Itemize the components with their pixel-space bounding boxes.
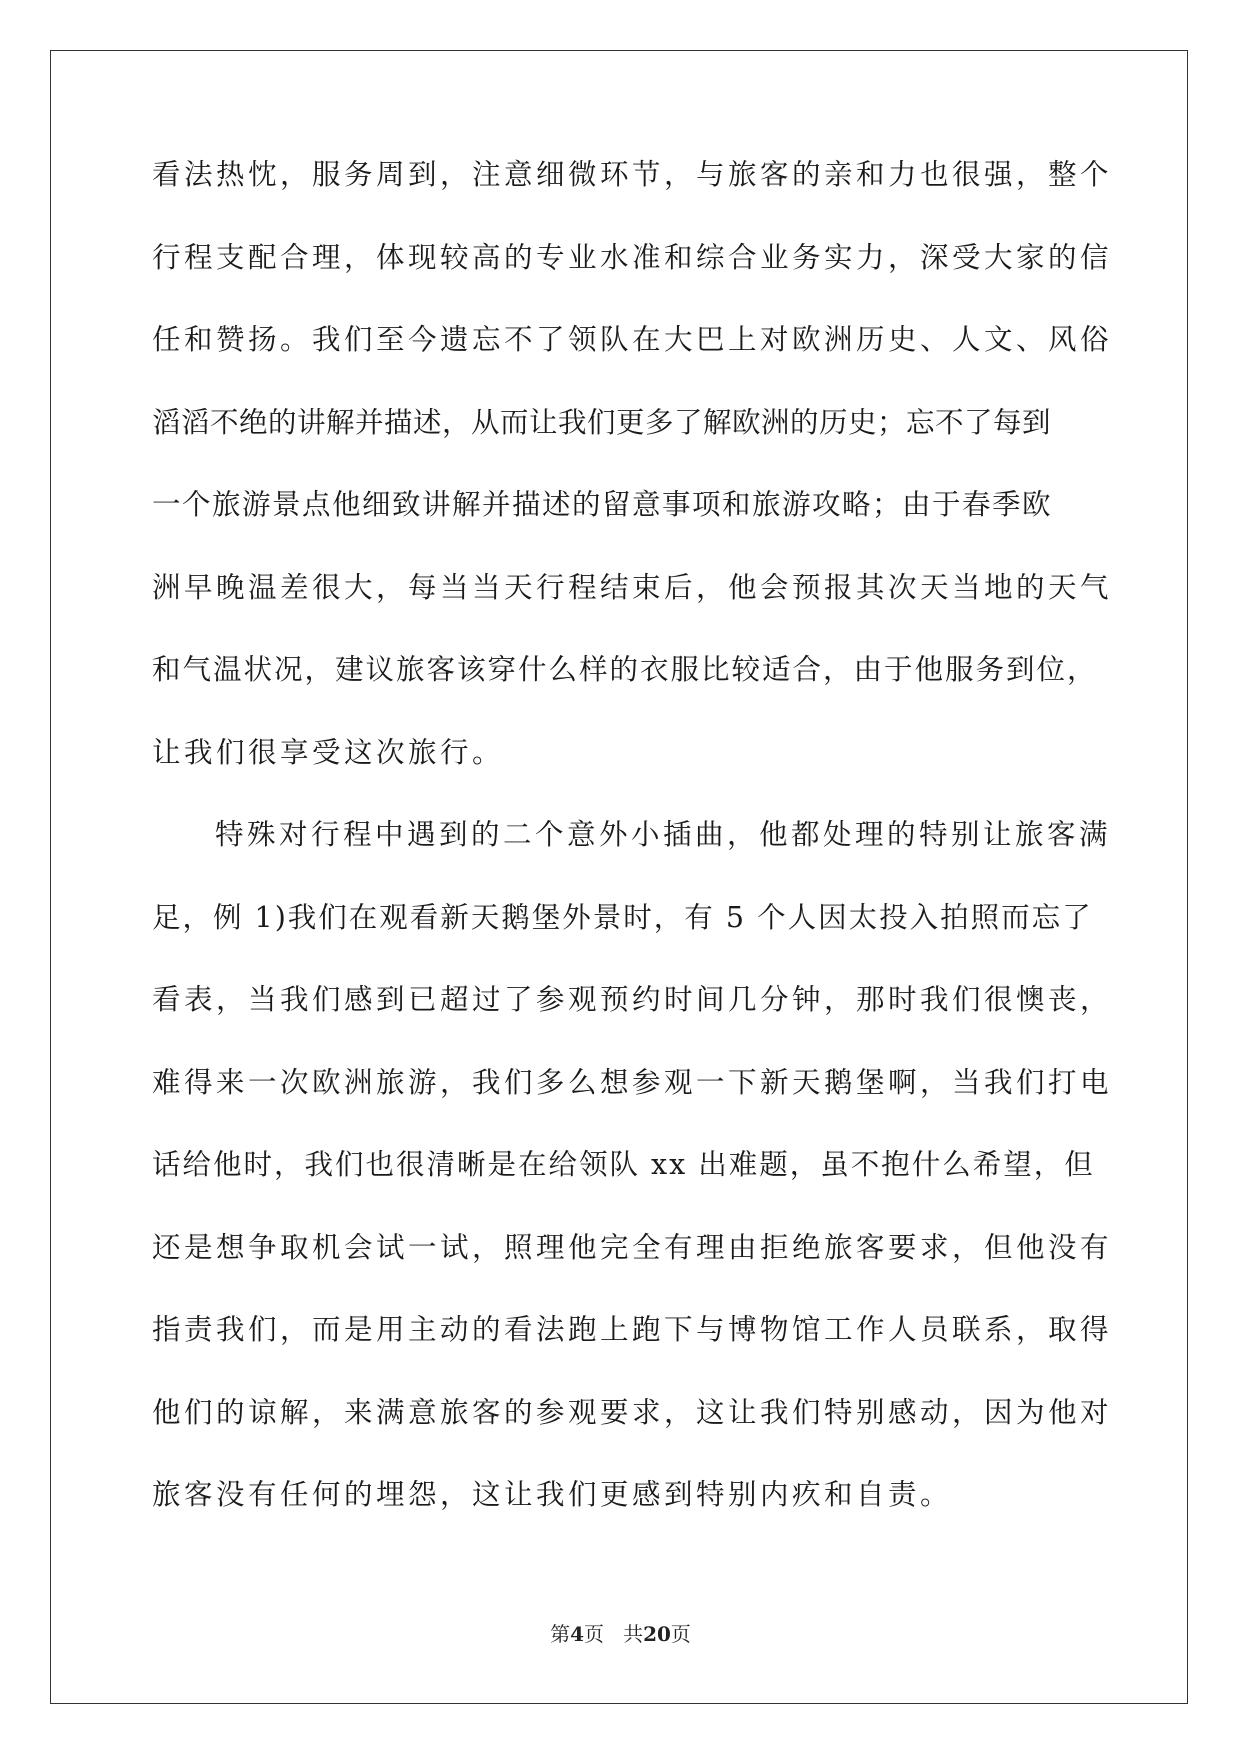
text-line: 还是想争取机会试一试，照理他完全有理由拒绝旅客要求，但他没有 bbox=[152, 1230, 1113, 1264]
text-line: 特殊对行程中遇到的二个意外小插曲，他都处理的特别让旅客满 bbox=[215, 818, 1112, 851]
text-line: 行程支配合理，体现较高的专业水准和综合业务实力，深受大家的信 bbox=[152, 240, 1113, 274]
paragraph-2 bbox=[152, 815, 1113, 1558]
text-line: 难得来一次欧洲旅游，我们多么想参观一下新天鹅堡啊，当我们打电 bbox=[152, 1065, 1113, 1099]
paragraph-1 bbox=[152, 155, 1113, 815]
footer-prefix: 第 bbox=[550, 1622, 571, 1646]
text-line: 旅客没有任何的埋怨，这让我们更感到特别内疚和自责。 bbox=[152, 1478, 953, 1511]
text-line: 指责我们，而是用主动的看法跑上跑下与博物馆工作人员联系，取得 bbox=[152, 1313, 1113, 1346]
text-line: 滔滔不绝的讲解并描述，从而让我们更多了解欧洲的历史；忘不了每到 bbox=[152, 405, 1052, 439]
text-line: 一个旅游景点他细致讲解并描述的留意事项和旅游攻略；由于春季欧 bbox=[152, 488, 1053, 521]
total-pages: 20 bbox=[643, 1622, 671, 1646]
text-line: 和气温状况，建议旅客该穿什么样的衣服比较适合，由于他服务到位， bbox=[152, 653, 1098, 686]
document-body bbox=[152, 155, 1113, 1558]
text-line: 让我们很享受这次旅行。 bbox=[152, 735, 505, 769]
text-line: 足，例 1)我们在观看新天鹅堡外景时，有 5 个人因太投入拍照而忘了 bbox=[152, 900, 1093, 934]
text-line: 任和赞扬。我们至今遗忘不了领队在大巴上对欧洲历史、人文、风俗 bbox=[152, 323, 1113, 356]
footer-total-prefix: 共 bbox=[623, 1622, 644, 1646]
page-number: 4 bbox=[570, 1622, 584, 1646]
text-line: 看表，当我们感到已超过了参观预约时间几分钟，那时我们很懊丧， bbox=[152, 983, 1113, 1016]
text-line: 洲早晚温差很大，每当当天行程结束后，他会预报其次天当地的天气 bbox=[152, 570, 1113, 604]
text-line: 话给他时，我们也很清晰是在给领队 xx 出难题，虽不抱什么希望，但 bbox=[152, 1148, 1095, 1181]
footer-page-suffix: 页 bbox=[584, 1622, 604, 1646]
footer-total-suffix: 页 bbox=[670, 1622, 691, 1646]
page-footer bbox=[0, 1618, 1241, 1647]
text-line: 他们的谅解，来满意旅客的参观要求，这让我们特别感动，因为他对 bbox=[152, 1395, 1113, 1429]
text-line: 看法热忱，服务周到，注意细微环节，与旅客的亲和力也很强，整个 bbox=[152, 158, 1113, 191]
